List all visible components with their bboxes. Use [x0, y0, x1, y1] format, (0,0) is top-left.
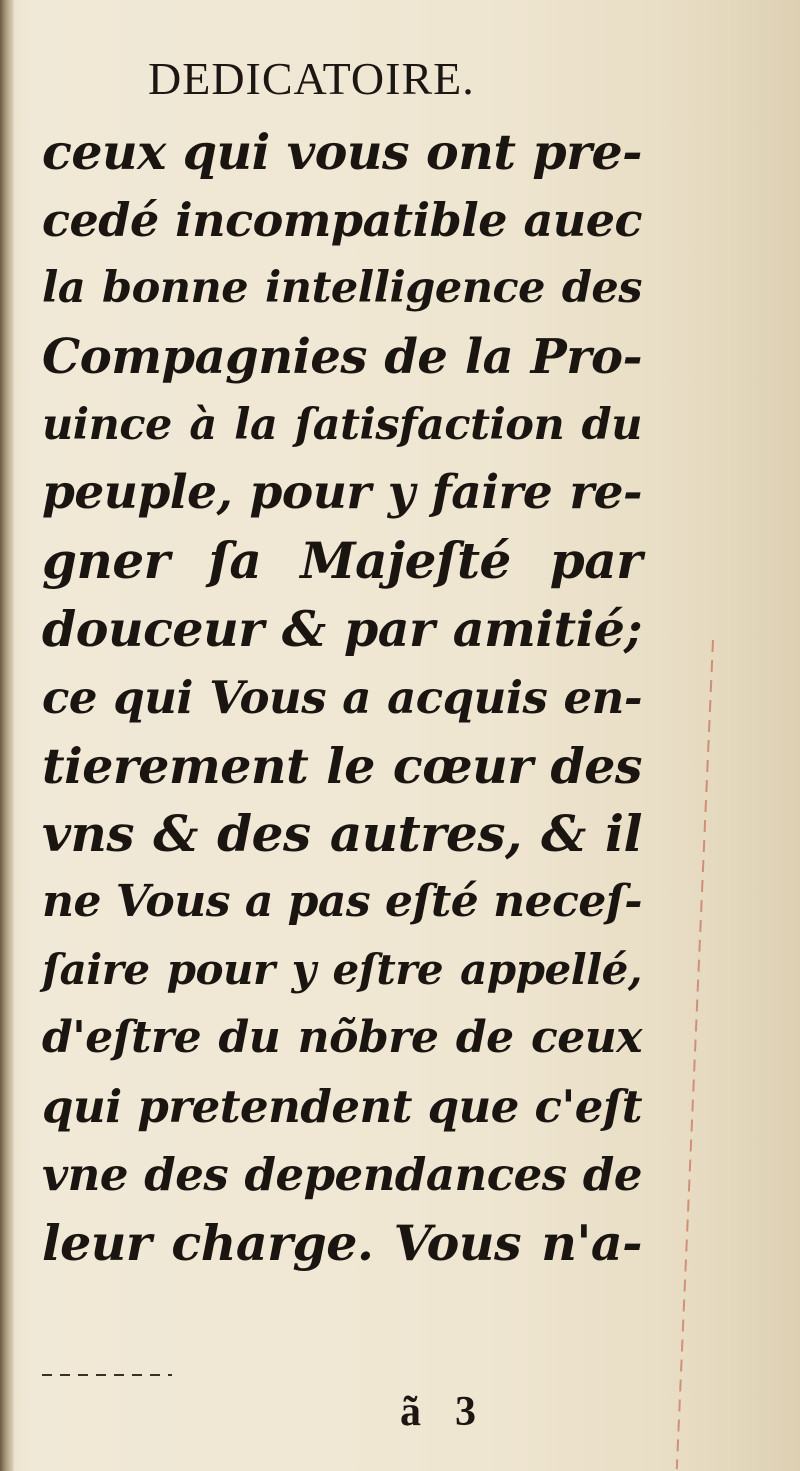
text-line: la bonne intelligence des: [42, 263, 642, 314]
text-line: ceux qui vous ont pre-: [42, 123, 642, 181]
text-line: douceur & par amitié;: [42, 600, 642, 659]
running-header: DEDICATOIRE.: [148, 53, 475, 104]
text-line: qui pretendent que c'eſt: [42, 1079, 642, 1133]
margin-rule: [676, 640, 714, 1469]
text-line: leur charge. Vous n'a-: [42, 1214, 642, 1272]
body-text: [42, 118, 642, 1277]
text-line: vne des dependances de: [42, 1147, 642, 1201]
text-line: d'eſtre du nõbre de ceux: [42, 1012, 642, 1064]
text-line: Compagnies de la Pro-: [42, 328, 642, 385]
text-line: ne Vous a pas eſté neceſ-: [42, 876, 643, 928]
text-line: vns & des autres, & il: [42, 803, 642, 863]
text-line: uince à la ſatisfaction du: [42, 399, 642, 450]
text-line: ſaire pour y eſtre appellé,: [42, 945, 642, 995]
page-gutter-shadow: [0, 0, 14, 1471]
show-through-text: [652, 230, 800, 570]
bottom-rule: [42, 1374, 172, 1376]
page-number: 3: [455, 1389, 476, 1435]
signature-mark: ã: [400, 1389, 421, 1435]
text-line: tierement le cœur des: [42, 736, 642, 795]
text-line: ce qui Vous a acquis en-: [42, 670, 642, 724]
text-line: cedé incompatible auec: [42, 193, 642, 248]
text-line: peuple, pour y faire re-: [42, 464, 642, 520]
text-line: gner ſa Majeſté par: [42, 531, 642, 591]
page-footer: [400, 1388, 476, 1436]
